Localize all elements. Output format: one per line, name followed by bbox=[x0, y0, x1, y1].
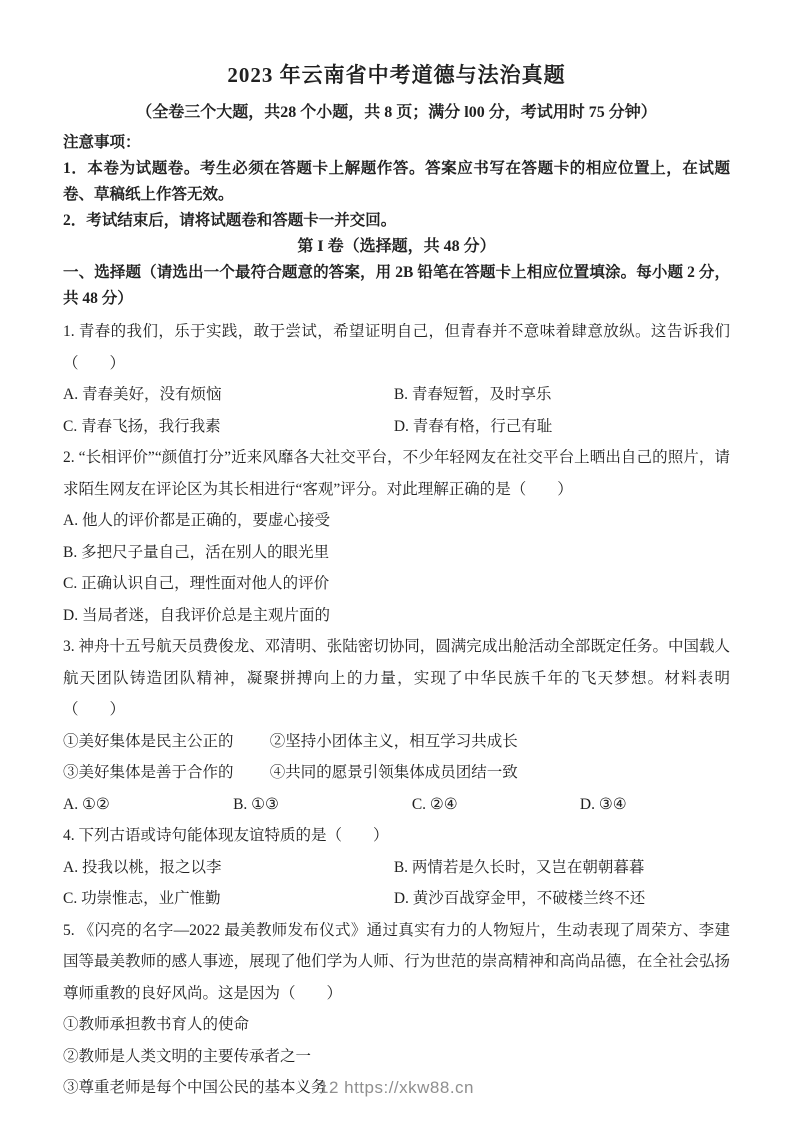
question-2 bbox=[63, 442, 730, 631]
question-3-options-row bbox=[63, 789, 730, 821]
question-5 bbox=[63, 915, 730, 1104]
section-title: 第 I 卷（选择题，共 48 分） bbox=[297, 238, 496, 255]
question-2-option-c: C. 正确认识自己，理性面对他人的评价 bbox=[63, 575, 330, 592]
question-3-option-d: D. ③④ bbox=[579, 795, 627, 813]
question-2-option-d: D. 当局者迷，自我评价总是主观片面的 bbox=[63, 606, 330, 624]
question-4-option-b: B. 两情若是久长时，又岂在朝朝暮暮 bbox=[393, 858, 645, 876]
question-1-option-c: C. 青春飞扬，我行我素 bbox=[63, 417, 221, 435]
question-3-subitems-row-2 bbox=[63, 757, 730, 789]
notice-item-1: 1．本卷为试题卷。考生必须在答题卡上解题作答。答案应书写在答题卡的相应位置上，在试题卷、草稿纸上作答无效。 bbox=[63, 160, 730, 203]
question-1 bbox=[63, 316, 730, 442]
question-4 bbox=[63, 820, 730, 915]
notice-item-2: 2．考试结束后，请将试题卷和答题卡一并交回。 bbox=[63, 212, 397, 229]
questions-area bbox=[63, 316, 730, 1104]
question-3-option-b: B. ①③ bbox=[233, 795, 279, 813]
question-4-option-a: A. 投我以桃，报之以李 bbox=[63, 858, 222, 876]
question-3-subitems-row-1 bbox=[63, 726, 730, 758]
page-footer: 12 https://xkw88.cn bbox=[318, 1078, 475, 1097]
question-2-stem: 2. “长相评价”“颜值打分”近来风靡各大社交平台，不少年轻网友在社交平台上晒出自己的照片，请求陌生网友在评论区为其长相进行“客观”评分。对此理解正确的是（ ） bbox=[63, 449, 730, 498]
question-5-subitem-1: ①教师承担教书育人的使命 bbox=[63, 1016, 250, 1033]
doc-title: 2023 年云南省中考道德与法治真题 bbox=[227, 63, 566, 87]
question-3-option-a: A. ①② bbox=[63, 795, 110, 813]
question-4-option-d: D. 黄沙百战穿金甲，不破楼兰终不还 bbox=[393, 890, 646, 907]
question-1-options-row-2 bbox=[63, 411, 730, 443]
question-2-option-b: B. 多把尺子量自己，活在别人的眼光里 bbox=[63, 543, 330, 561]
notices-block bbox=[63, 130, 730, 234]
question-3-subitem-1: ①美好集体是民主公正的 bbox=[63, 732, 234, 750]
question-4-stem: 4. 下列古语或诗句能体现友谊特质的是（ ） bbox=[63, 827, 389, 844]
question-3-subitem-3: ③美好集体是善于合作的 bbox=[63, 764, 234, 781]
doc-subtitle: （全卷三个大题，共28 个小题，共 8 页；满分 l00 分，考试用时 75 分钟） bbox=[136, 104, 657, 121]
notice-heading: 注意事项： bbox=[63, 134, 141, 151]
question-1-option-a: A. 青春美好，没有烦恼 bbox=[63, 386, 222, 403]
question-3-subitem-2: ②坚持小团体主义，相互学习共成长 bbox=[269, 732, 518, 750]
question-3-stem: 3. 神舟十五号航天员费俊龙、邓清明、张陆密切协同，圆满完成出舱活动全部既定任务。中国载人航天团队铸造团队精神，凝聚拼搏向上的力量，实现了中华民族千年的飞天梦想。材料表明（ ） bbox=[63, 638, 730, 718]
question-1-options-row-1 bbox=[63, 379, 730, 411]
question-2-option-a: A. 他人的评价都是正确的，要虚心接受 bbox=[63, 512, 330, 529]
question-1-stem: 1. 青春的我们，乐于实践，敢于尝试，希望证明自己，但青春并不意味着肆意放纵。这告诉我们（ ） bbox=[63, 323, 730, 372]
question-3-option-c: C. ②④ bbox=[411, 795, 458, 813]
question-3 bbox=[63, 631, 730, 820]
question-5-stem: 5. 《闪亮的名字—2022 最美教师发布仪式》通过真实有力的人物短片，生动表现了周荣方、李建国等最美教师的感人事迹，展现了他们学为人师、行为世范的崇高精神和高尚品德，在全社会弘扬尊师重教的良好风尚。这是因为（ ） bbox=[63, 921, 730, 1002]
question-1-option-d: D. 青春有格，行己有耻 bbox=[393, 417, 553, 435]
question-5-subitem-2: ②教师是人类文明的主要传承者之一 bbox=[63, 1047, 312, 1065]
question-5-subitem-3: ③尊重老师是每个中国公民的基本义务 bbox=[63, 1079, 327, 1096]
question-4-options-row-1 bbox=[63, 852, 730, 884]
question-4-option-c: C. 功崇惟志，业广惟勤 bbox=[63, 890, 221, 907]
question-3-subitem-4: ④共同的愿景引领集体成员团结一致 bbox=[269, 764, 518, 781]
question-1-option-b: B. 青春短暂，及时享乐 bbox=[393, 386, 552, 403]
question-4-options-row-2 bbox=[63, 883, 730, 915]
section-instruction: 一、选择题（请选出一个最符合题意的答案，用 2B 铅笔在答题卡上相应位置填涂。每小题 2 分，共 48 分） bbox=[63, 264, 730, 307]
